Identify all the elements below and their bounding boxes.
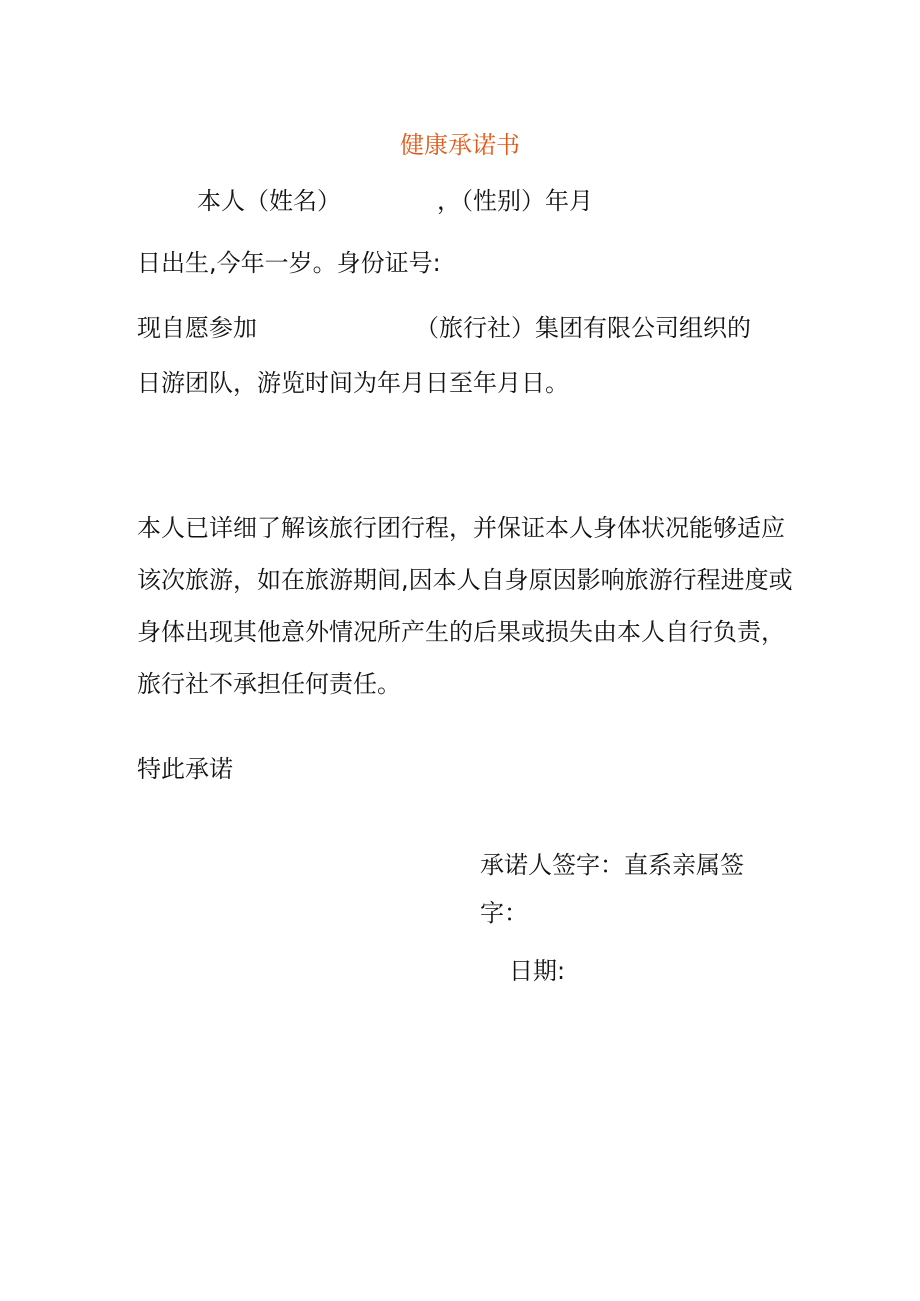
agency-label: （旅行社）集团有限公司组织的 [415,314,751,342]
signature-label-continued: 字： [480,899,528,927]
closing-text: 特此承诺 [137,755,233,783]
gender-label: ，（性别）年月 [437,187,593,215]
join-label: 现自愿参加 [137,314,257,342]
name-label: 本人（姓名） [197,187,341,215]
name-gender-line [197,184,593,218]
tour-time-line: 日游团队，游览时间为年月日至年月日。 [137,369,569,397]
date-label: 日期: [509,957,566,985]
commitment-paragraph: 本人已详细了解该旅行团行程，并保证本人身体状况能够适应该次旅游，如在旅游期间,因本人自身原因影响旅游行程进度或身体出现其他意外情况所产生的后果或损失由本人自行负责，旅行社不承担任何责任。 [137,514,793,698]
agency-line [137,311,751,345]
document-title: 健康承诺书 [400,131,520,159]
birth-id-line: 日出生,今年一岁。身份证号: [137,249,441,277]
signature-label: 承诺人签字：直系亲属签 [480,851,744,879]
